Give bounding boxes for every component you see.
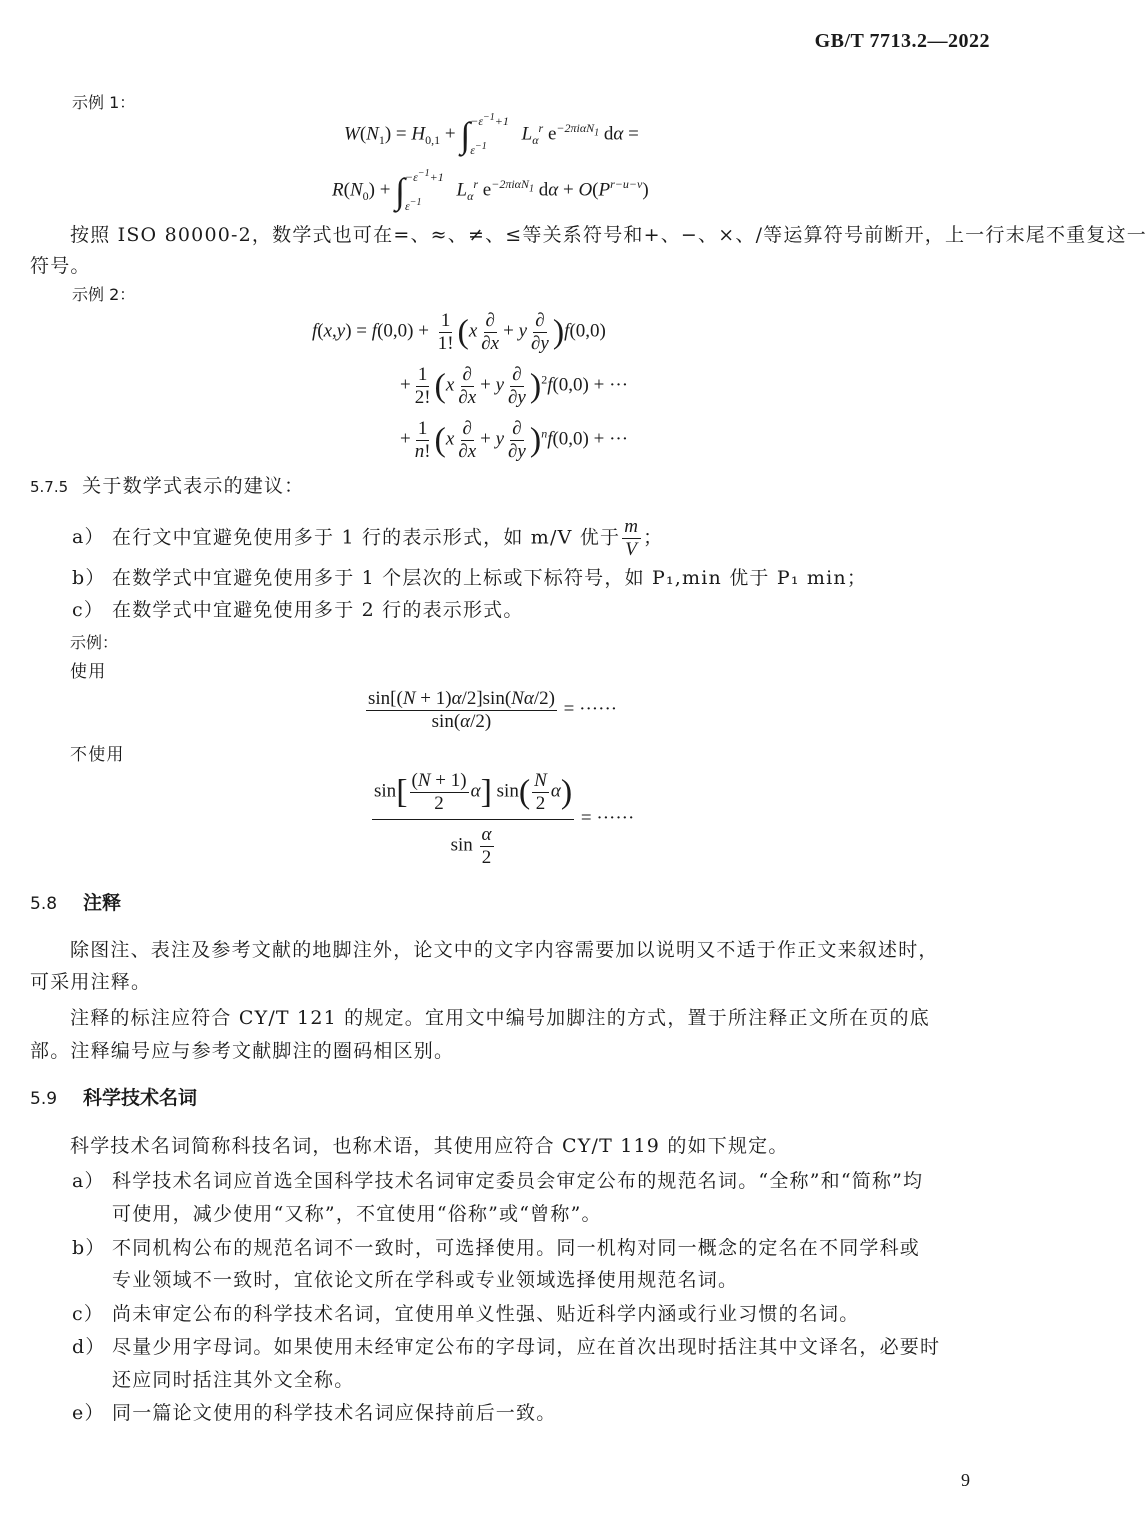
list-item-5-9-a-cont: 可使用，减少使用“又称”，不宜使用“俗称”或“曾称”。: [112, 1203, 602, 1225]
list-item-5-9-e: [72, 1398, 556, 1425]
list-item-text: 不同机构公布的规范名词不一致时，可选择使用。同一机构对同一概念的定名在不同学科或: [112, 1237, 921, 1259]
not-use-label: 不使用: [70, 745, 125, 765]
list-item-text: 同一篇论文使用的科学技术名词应保持前后一致。: [112, 1402, 557, 1424]
paragraph-5-9: 科学技术名词简称科技名词，也称术语，其使用应符合 CY/T 119 的如下规定。: [70, 1135, 789, 1157]
list-item-5-9-b-cont: 专业领域不一致时，宜依论文所在学科或专业领域选择使用规范名词。: [112, 1269, 739, 1291]
list-marker: a）: [72, 1170, 105, 1192]
list-item-5-7-5-c: [72, 595, 524, 622]
list-marker: d）: [72, 1336, 106, 1358]
section-title: 科学技术名词: [83, 1087, 198, 1109]
formula-example-1-line-1: $W(N_1) = H_{0,1}$ + ∫ $-\varepsilon^{-1}+1$ $\varepsilon^{-1}$ $L_\alpha^r$ $e^{-2\pi i\alpha N_1}$ dα =: [344, 112, 639, 157]
list-item-text: 在数学式中宜避免使用多于 1 个层次的上标或下标符号，如 P₁,min 优于 P₁ min；: [112, 567, 868, 589]
section-5-8-heading: [30, 888, 121, 915]
list-item-text: 尽量少用字母词。如果使用未经审定公布的字母词，应在首次出现时括注其中文译名，必要时: [112, 1336, 941, 1358]
paragraph-5-8-1-line-2: 可采用注释。: [30, 971, 152, 993]
formula-example-2-line-3: + $\frac{1}{n!}$ (x $\frac{\partial}{\partial x}$ + y $\frac{\partial}{\partial y}$ )$^n$f(0,0) + ···: [400, 418, 629, 462]
formula-example-2-line-1: f(x,y) = f(0,0) + $\frac{1}{1!}$ (x $\frac{\partial}{\partial x}$ + y $\frac{\partial}{\partial y}$ )f(0,0): [312, 310, 606, 354]
formula-example-2-line-2: + $\frac{1}{2!}$ (x $\frac{\partial}{\partial x}$ + y $\frac{\partial}{\partial y}$ )$^2$f(0,0) + ···: [400, 364, 629, 408]
list-marker: a）: [72, 526, 105, 549]
list-item-5-9-b: [72, 1233, 920, 1260]
use-label: 使用: [70, 662, 107, 682]
list-item-5-9-d: [72, 1332, 940, 1359]
list-item-5-9-d-cont: 还应同时括注其外文全称。: [112, 1369, 355, 1391]
page-number: 9: [961, 1470, 970, 1490]
list-item-5-7-5-b: [72, 563, 867, 590]
section-5-7-5-heading: [30, 471, 304, 498]
list-marker: b）: [72, 567, 106, 589]
example-1-label: 示例 1：: [72, 93, 136, 112]
formula-example-1-line-2: $R(N_0)$ + ∫ $-\varepsilon^{-1}+1$ $\varepsilon^{-1}$ $L_\alpha^r$ $e^{-2\pi i\alpha N_1}$ $d\alpha + O(P^{r-u-v})$: [332, 168, 649, 213]
list-marker: b）: [72, 1237, 106, 1259]
section-number: 5.7.5: [30, 478, 69, 496]
section-number: 5.8: [30, 894, 58, 914]
paragraph-5-8-2-line-1: 注释的标注应符合 CY/T 121 的规定。宜用文中编号加脚注的方式，置于所注释正文所在页的底: [70, 1007, 930, 1029]
document-id: GB/T 7713.2—2022: [814, 30, 990, 52]
list-item-5-7-5-a: a） 在行文中宜避免使用多于 1 行的表示形式，如 m/V 优于 $\frac{m}{V}$ ；: [72, 516, 664, 560]
list-item-text-tail: ；: [643, 526, 664, 549]
section-title: 关于数学式表示的建议：: [82, 475, 305, 497]
formula-not-use: sin[ $\frac{(N + 1)}{2}$ α] sin( $\frac{N}{2}$ α) sin $\frac{\alpha}{2}$ = ······: [374, 770, 635, 868]
example-2-label: 示例 2：: [72, 285, 136, 304]
paragraph-5-8-2-line-2: 部。注释编号应与参考文献脚注的圈码相区别。: [30, 1040, 455, 1062]
list-marker: e）: [72, 1402, 105, 1424]
list-marker: c）: [72, 1303, 105, 1325]
example-3-label: 示例：: [70, 633, 119, 652]
list-item-5-9-c: [72, 1299, 859, 1326]
paragraph-iso-line-2: 符号。: [30, 255, 91, 277]
list-item-text: 尚未审定公布的科学技术名词，宜使用单义性强、贴近科学内涵或行业习惯的名词。: [112, 1303, 860, 1325]
list-marker: c）: [72, 599, 105, 621]
list-item-text: 在数学式中宜避免使用多于 2 行的表示形式。: [112, 599, 524, 621]
paragraph-iso-line-1: 按照 ISO 80000-2，数学式也可在=、≈、≠、≤等关系符号和+、−、×、/等运算符号前断开，上一行末尾不重复这一: [70, 224, 1147, 246]
formula-use: $\frac{\sin[(N + 1)\alpha/2]\sin(N\alpha/2)}{\sin(\alpha/2)}$ = ······: [368, 688, 618, 732]
section-5-9-heading: [30, 1083, 197, 1110]
paragraph-5-8-1-line-1: 除图注、表注及参考文献的地脚注外，论文中的文字内容需要加以说明又不适于作正文来叙述时，: [70, 939, 939, 961]
section-title: 注释: [83, 892, 122, 914]
list-item-text: 在行文中宜避免使用多于 1 行的表示形式，如 m/V 优于: [112, 526, 621, 549]
list-item-text: 科学技术名词应首选全国科学技术名词审定委员会审定公布的规范名词。“全称”和“简称”均: [112, 1170, 924, 1192]
section-number: 5.9: [30, 1089, 58, 1109]
list-item-5-9-a: [72, 1166, 923, 1193]
